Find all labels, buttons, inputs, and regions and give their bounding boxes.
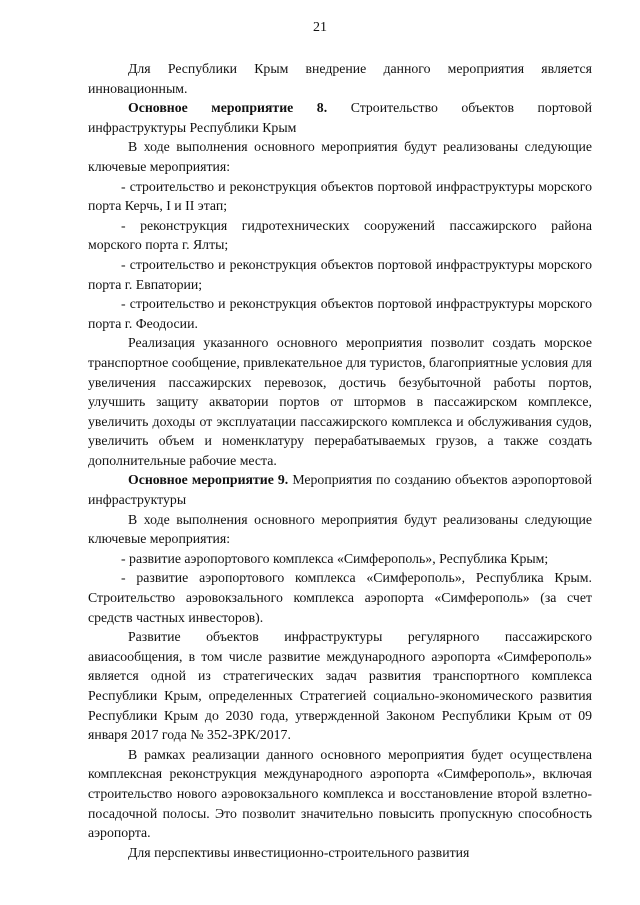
paragraph: Для Республики Крым внедрение данного мероприятия является инновационным. [88, 61, 592, 96]
paragraph: Для перспективы инвестиционно-строительного развития [128, 844, 470, 860]
list-item: - строительство и реконструкция объектов портовой инфраструктуры морского порта г. Евпатории; [88, 256, 592, 292]
measure-8-label: Основное мероприятие 8. [128, 100, 328, 116]
measure-8-heading [88, 98, 592, 137]
paragraph: В ходе выполнения основного мероприятия будут реализованы следующие ключевые мероприятия: [88, 139, 592, 174]
measure-8-title: Строительство объектов портовой инфраструктуры Республики Крым [88, 100, 592, 135]
list-item: - развитие аэропортового комплекса «Симферополь», Республика Крым; [121, 550, 549, 566]
list-item: - строительство и реконструкция объектов портовой инфраструктуры морского порта г. Феодосии. [88, 296, 592, 331]
measure-9-title: Мероприятия по созданию объектов аэропортовой инфраструктуры [88, 472, 592, 508]
measure-9-label: Основное мероприятие 9. [128, 472, 289, 488]
page-number: 21 [313, 20, 327, 35]
document-body [88, 59, 592, 862]
paragraph: В ходе выполнения основного мероприятия будут реализованы следующие ключевые мероприятия: [88, 511, 592, 547]
list-item: - реконструкция гидротехнических сооружений пассажирского района морского порта г. Ялты; [88, 217, 592, 253]
paragraph: Реализация указанного основного мероприятия позволит создать морское транспортное сообщение, привлекательное для туристов, благоприятные условия для увеличения пассажирских перевозок, достичь безубыточной работы портов, улучшить защиту акватории портов от штормов в пассажирском комплексе, увеличить доходы от эксплуатации пассажирского комплекса и обслуживания судов, увеличить объем и номенклатуру перерабатываемых грузов, а также создать дополнительные рабочие места. [88, 335, 592, 468]
measure-9-heading [88, 470, 592, 509]
paragraph: В рамках реализации данного основного мероприятия будет осуществлена комплексная реконструкция международного аэропорта «Симферополь», включая строительство нового аэровокзального комплекса и восстановление второй взлетно-посадочной полосы. Это позволит значительно повысить пропускную способность аэропорта. [88, 746, 592, 841]
list-item: - строительство и реконструкция объектов портовой инфраструктуры морского порта Керчь, I и II этап; [88, 178, 592, 214]
list-item: - развитие аэропортового комплекса «Симферополь», Республика Крым. Строительство аэровокзального комплекса аэропорта «Симферополь» (за счет средств частных инвесторов). [88, 570, 592, 625]
paragraph: Развитие объектов инфраструктуры регулярного пассажирского авиасообщения, в том числе развитие международного аэропорта «Симферополь» является одной из стратегических задач развития транспортного комплекса Республики Крым, определенных Стратегией социально-экономического развития Республики Крым до 2030 года, утвержденной Законом Республики Крым от 09 января 2017 года № 352-ЗРК/2017. [88, 629, 592, 743]
